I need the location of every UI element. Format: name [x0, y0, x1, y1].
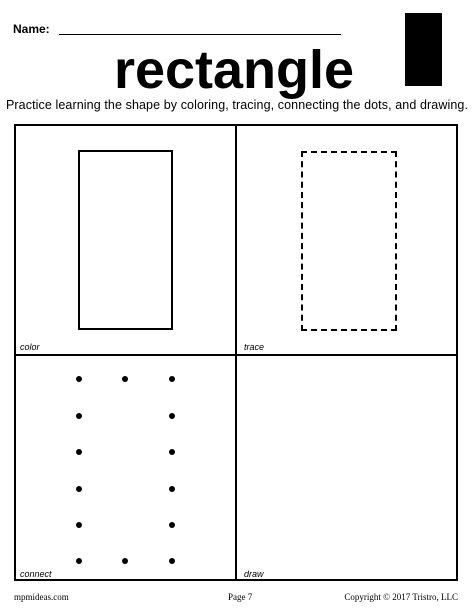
footer-page-number: Page 7 [228, 592, 253, 602]
connect-dot[interactable] [76, 522, 82, 528]
connect-dot[interactable] [169, 486, 175, 492]
color-rectangle-outline[interactable] [78, 150, 173, 330]
connect-dot[interactable] [122, 558, 128, 564]
draw-area[interactable] [237, 356, 456, 579]
panel-label-trace: trace [244, 342, 265, 352]
connect-dot[interactable] [122, 376, 128, 382]
panel-label-draw: draw [244, 569, 264, 579]
instructions-text: Practice learning the shape by coloring, tracing, connecting the dots, and drawing. [5, 98, 469, 112]
connect-dot[interactable] [76, 413, 82, 419]
connect-dot[interactable] [169, 376, 175, 382]
footer-site: mpmideas.com [14, 592, 69, 602]
footer-copyright: Copyright © 2017 Tristro, LLC [344, 592, 458, 602]
panel-label-connect: connect [20, 569, 52, 579]
connect-dot[interactable] [76, 558, 82, 564]
connect-dot[interactable] [76, 449, 82, 455]
trace-rectangle-dashed[interactable] [301, 151, 397, 331]
connect-dot[interactable] [76, 486, 82, 492]
page-title: rectangle [113, 40, 355, 100]
name-label: Name: [13, 22, 50, 36]
connect-dot[interactable] [169, 558, 175, 564]
connect-dot[interactable] [169, 522, 175, 528]
panel-label-color: color [20, 342, 40, 352]
connect-dot[interactable] [169, 449, 175, 455]
connect-dot[interactable] [76, 376, 82, 382]
connect-dot[interactable] [169, 413, 175, 419]
rectangle-swatch-icon [405, 13, 442, 86]
